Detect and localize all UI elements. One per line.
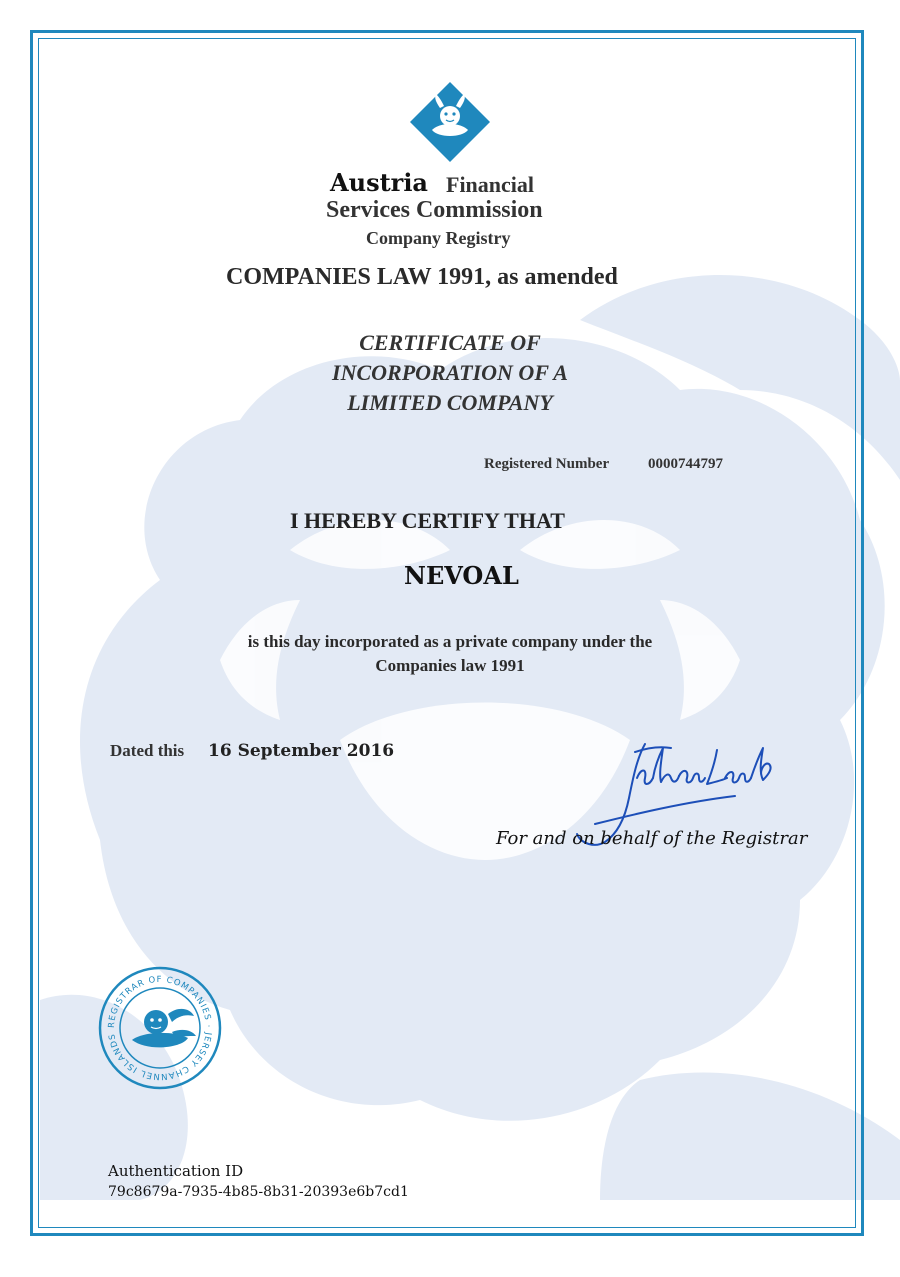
certify-heading: I HEREBY CERTIFY THAT xyxy=(290,508,565,533)
registered-number-value: 0000744797 xyxy=(648,456,723,472)
law-title: COMPANIES LAW 1991, as amended xyxy=(226,264,618,290)
registrar-caption: For and on behalf of the Registrar xyxy=(496,828,808,849)
registered-number-label: Registered Number xyxy=(484,456,610,472)
authentication-label: Authentication ID xyxy=(108,1162,244,1180)
seal-text: REGISTRAR OF COMPANIES · JERSEY CHANNEL ISLANDS xyxy=(106,974,214,1082)
org-name-part1: Austria xyxy=(330,168,428,197)
certificate-title: CERTIFICATE OF INCORPORATION OF A LIMITED COMPANY xyxy=(332,330,568,415)
incorporation-statement: is this day incorporated as a private company under the Companies law 1991 xyxy=(247,632,653,675)
lion-diamond-icon xyxy=(410,82,490,162)
org-name-line2: Services Commission xyxy=(326,197,543,223)
dated-label: Dated this xyxy=(110,741,185,760)
registrar-seal-icon xyxy=(98,966,222,1090)
authentication-id: 79c8679a-7935-4b85-8b31-20393e6b7cd1 xyxy=(108,1184,409,1200)
company-name: NEVOAL xyxy=(404,561,519,590)
department-name: Company Registry xyxy=(366,228,511,248)
dated-value: 16 September 2016 xyxy=(208,741,395,761)
org-name-part2: Financial xyxy=(446,172,535,197)
